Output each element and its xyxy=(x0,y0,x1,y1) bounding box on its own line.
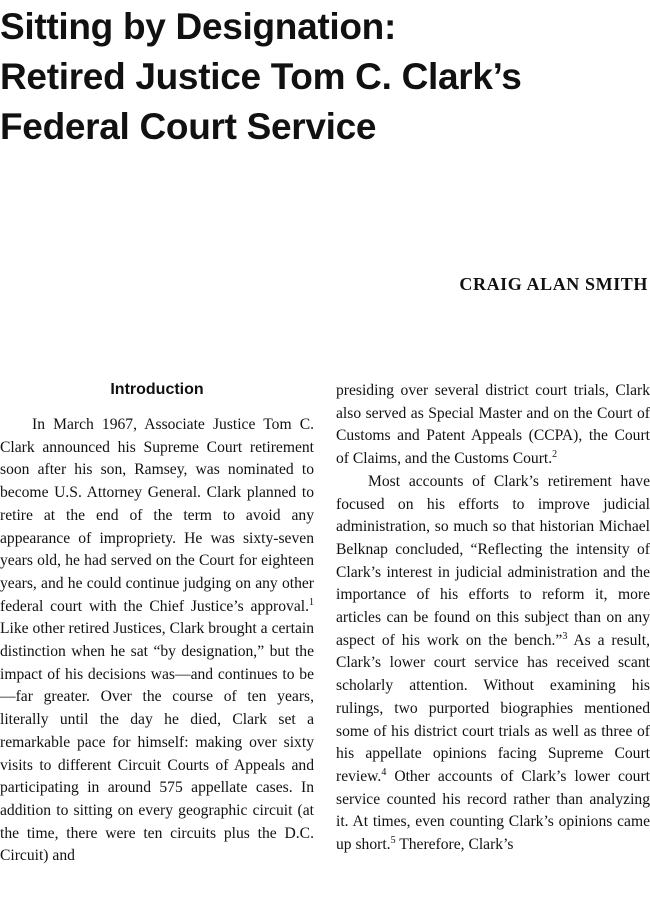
footnote-marker: 5 xyxy=(390,834,396,846)
footnote-marker: 4 xyxy=(381,766,387,778)
body-paragraph xyxy=(336,471,650,857)
left-column xyxy=(0,378,314,868)
footnote-marker: 1 xyxy=(309,596,314,608)
title-line-1: Sitting by Designation: xyxy=(0,6,396,47)
paragraph-text: As a result, Clark’s lower court service has received scant scholarly attention. Without examining his rulings, two purported biographies mentioned some of his district court trials as well as three of his appellate opinions facing Supreme Court review. xyxy=(336,631,650,785)
title-line-2: Retired Justice Tom C. Clark’s xyxy=(0,56,522,97)
section-heading: Introduction xyxy=(110,381,204,398)
paragraph-text: presiding over several district court trials, Clark also served as Special Master and on the Court of Customs and Patent Appeals (CCPA), the Court of Claims, and the Customs Court. xyxy=(336,382,650,468)
body-paragraph xyxy=(0,414,314,868)
paragraph-text: Like other retired Justices, Clark brought a certain distinction when he sat “by designation,” but the impact of his decisions was—and continues to be—far greater. Over the course of ten years, literally until the day he died, Clark set a remarkable pace for himself: making over sixty visits to different Circuit Courts of Appeals and participating in around 575 appellate cases. In addition to sitting on every geographic circuit (at the time, there were ten circuits plus the D.C. Circuit) and xyxy=(0,620,314,865)
paragraph-text: Most accounts of Clark’s retirement have focused on his efforts to improve judicial administration, so much so that historian Michael Belknap concluded, “Reflecting the intensity of Clark’s interest in judicial administration and the importance of his efforts to reform it, more articles can be found on this subject than on any aspect of his work on the bench.” xyxy=(336,472,650,649)
author-name: CRAIG ALAN SMITH xyxy=(459,274,648,294)
title-line-3: Federal Court Service xyxy=(0,106,377,147)
paragraph-text: Other accounts of Clark’s lower court service counted his record rather than analyzing it. At times, even counting Clark’s opinions came up short. xyxy=(336,767,650,854)
paragraph-text: In March 1967, Associate Justice Tom C. Clark announced his Supreme Court retirement soon after his son, Ramsey, was nominated to become U.S. Attorney General. Clark planned to retire at the end of the term to avoid any appearance of impropriety. He was sixty-seven years old, he had served on the Court for eighteen years, and he could continue judging on any other federal court with the Chief Justice’s approval. xyxy=(0,416,314,615)
body-paragraph xyxy=(336,380,650,471)
article-title xyxy=(0,2,640,152)
paragraph-text: Therefore, Clark’s xyxy=(395,836,514,854)
right-column xyxy=(336,380,650,857)
footnote-marker: 3 xyxy=(562,630,568,642)
footnote-marker: 2 xyxy=(552,448,558,460)
